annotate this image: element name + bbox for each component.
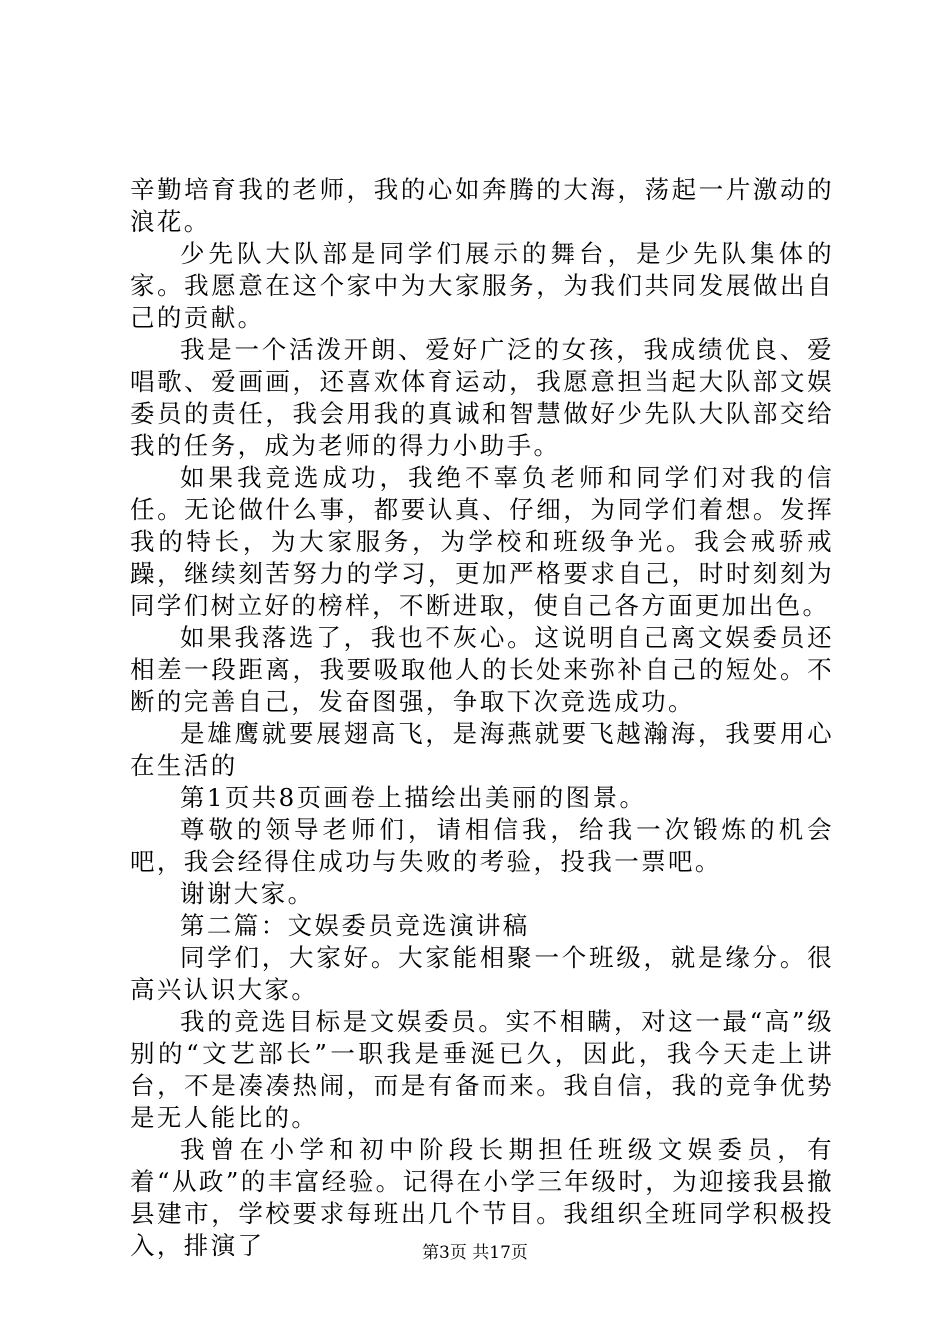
- paragraph-3: 我是一个活泼开朗、爱好广泛的女孩，我成绩优良、爱唱歌、爱画画，还喜欢体育运动，我愿意担当起大队部文娱委员的责任，我会用我的真诚和智慧做好少先队大队部交给我的任务，成为老师的得力小助手。: [130, 335, 834, 460]
- paragraph-7: 第1页共8页画卷上描绘出美丽的图景。: [180, 783, 647, 812]
- paragraph-4: 如果我竞选成功，我绝不辜负老师和同学们对我的信任。无论做什么事，都要认真、仔细，为同学们着想。发挥我的特长，为大家服务，为学校和班级争光。我会戒骄戒躁，继续刻苦努力的学习，更加严格要求自己，时时刻刻为同学们树立好的榜样，不断进取，使自己各方面更加出色。: [130, 463, 834, 620]
- paragraph-13: 我曾在小学和初中阶段长期担任班级文娱委员，有着“从政”的丰富经验。记得在小学三年级时，为迎接我县撤县建市，学校要求每班出几个节目。我组织全班同学积极投入，排演了: [130, 1135, 834, 1260]
- paragraph-11: 同学们，大家好。大家能相聚一个班级，就是缘分。很高兴认识大家。: [130, 943, 834, 1004]
- section-heading: 第二篇：文娱委员竞选演讲稿: [180, 911, 530, 940]
- paragraph-8: 尊敬的领导老师们，请相信我，给我一次锻炼的机会吧，我会经得住成功与失败的考验，投我一票吧。: [130, 815, 834, 876]
- paragraph-2: 少先队大队部是同学们展示的舞台，是少先队集体的家。我愿意在这个家中为大家服务，为我们共同发展做出自己的贡献。: [130, 239, 834, 332]
- paragraph-1: 辛勤培育我的老师，我的心如奔腾的大海，荡起一片激动的浪花。: [130, 175, 834, 236]
- paragraph-5: 如果我落选了，我也不灰心。这说明自己离文娱委员还相差一段距离，我要吸取他人的长处来弥补自己的短处。不断的完善自己，发奋图强，争取下次竞选成功。: [130, 623, 834, 716]
- paragraph-12: 我的竞选目标是文娱委员。实不相瞒，对这一最“高”级别的“文艺部长”一职我是垂涎已久，因此，我今天走上讲台，不是凑凑热闹，而是有备而来。我自信，我的竞争优势是无人能比的。: [130, 1007, 834, 1132]
- page-number: 第3页 共17页: [422, 1243, 528, 1263]
- document-body: [130, 174, 834, 1262]
- paragraph-9: 谢谢大家。: [180, 879, 315, 908]
- paragraph-6: 是雄鹰就要展翅高飞，是海燕就要飞越瀚海，我要用心在生活的: [130, 719, 834, 780]
- page-footer: [0, 1243, 950, 1263]
